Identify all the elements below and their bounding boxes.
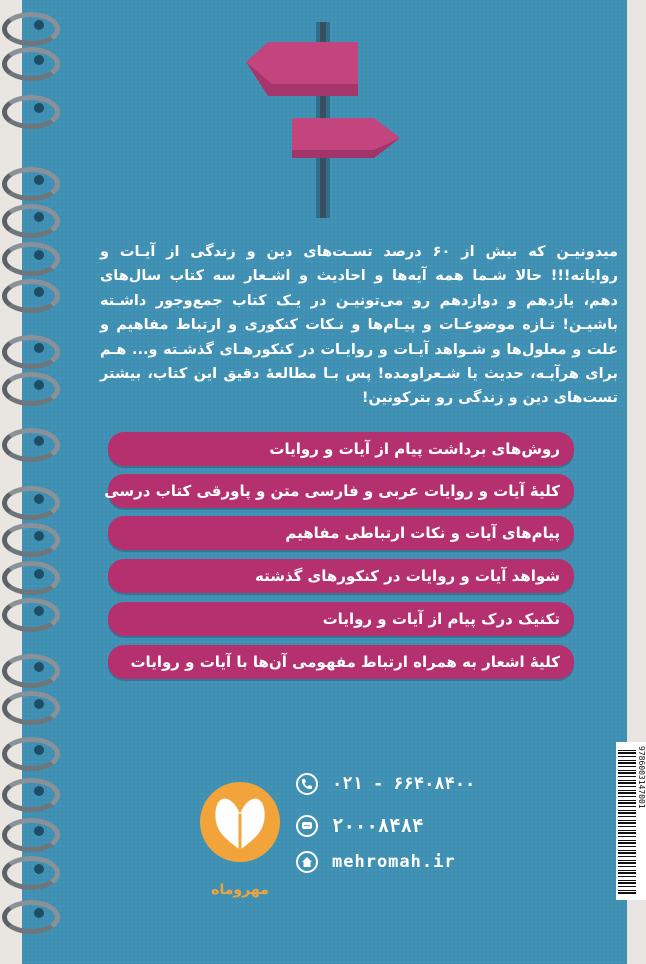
description-paragraph: میدونیـن که بیش از ۶۰ درصد تسـت‌های دین و زندگی از آیـات و روایاته!!! حالا شـما همه آیه‌ها و احادیث و اشـعار سه کتاب سال‌های دهم، یازدهم و دوازدهم رو می‌تونیـن در یـک کتاب جمع‌وجور داشـته باشیـن! تـازه موضوعـات و پیـام‌ها و نـکات کنکوری و ارتباط مفاهیم و علت و معلول‌ها و شـواهد آیـات و روایـات در کنکورهـای گذشـته و... هـم برای هرآیـه، حدیث یا شـعراومده! پس بـا مطالعهٔ دقیق این کتاب، بیشتر تست‌های دین و زندگی رو بترکونین! [100, 244, 618, 407]
publisher-logo-icon [198, 770, 282, 890]
feature-item: شواهد آیات و روایات در کنکورهای گذشته [108, 559, 574, 593]
book-back-cover [22, 0, 646, 964]
sms-icon [296, 815, 318, 837]
barcode [616, 742, 646, 900]
signpost-illustration [22, 0, 627, 240]
website-row [296, 851, 456, 873]
publisher-name: مهروماه [211, 882, 269, 898]
home-icon [296, 851, 318, 873]
phone-row [296, 773, 475, 795]
spiral-binding [0, 0, 60, 964]
barcode-number: 9786003147001 [637, 746, 646, 809]
barcode-bars [618, 748, 636, 894]
phone-number: ۰۲۱ - ۶۶۴۰۸۴۰۰ [332, 774, 476, 794]
feature-item: کلیهٔ آیات و روایات عربی و فارسی متن و پاورقی کتاب درسی [108, 474, 574, 508]
feature-item: پیام‌های آیات و نکات ارتباطی مفاهیم [108, 516, 574, 550]
sms-number: ۲۰۰۰۸۴۸۴ [332, 815, 424, 837]
website-link[interactable]: mehromah.ir [332, 852, 456, 872]
feature-item: تکنیک درک پیام از آیات و روایات [108, 602, 574, 636]
sms-row [296, 815, 424, 837]
phone-icon [296, 773, 318, 795]
feature-item: کلیهٔ اشعار به همراه ارتباط مفهومی آن‌ها با آیات و روایات [108, 645, 574, 679]
feature-item: روش‌های برداشت پیام از آیات و روایات [108, 432, 574, 466]
